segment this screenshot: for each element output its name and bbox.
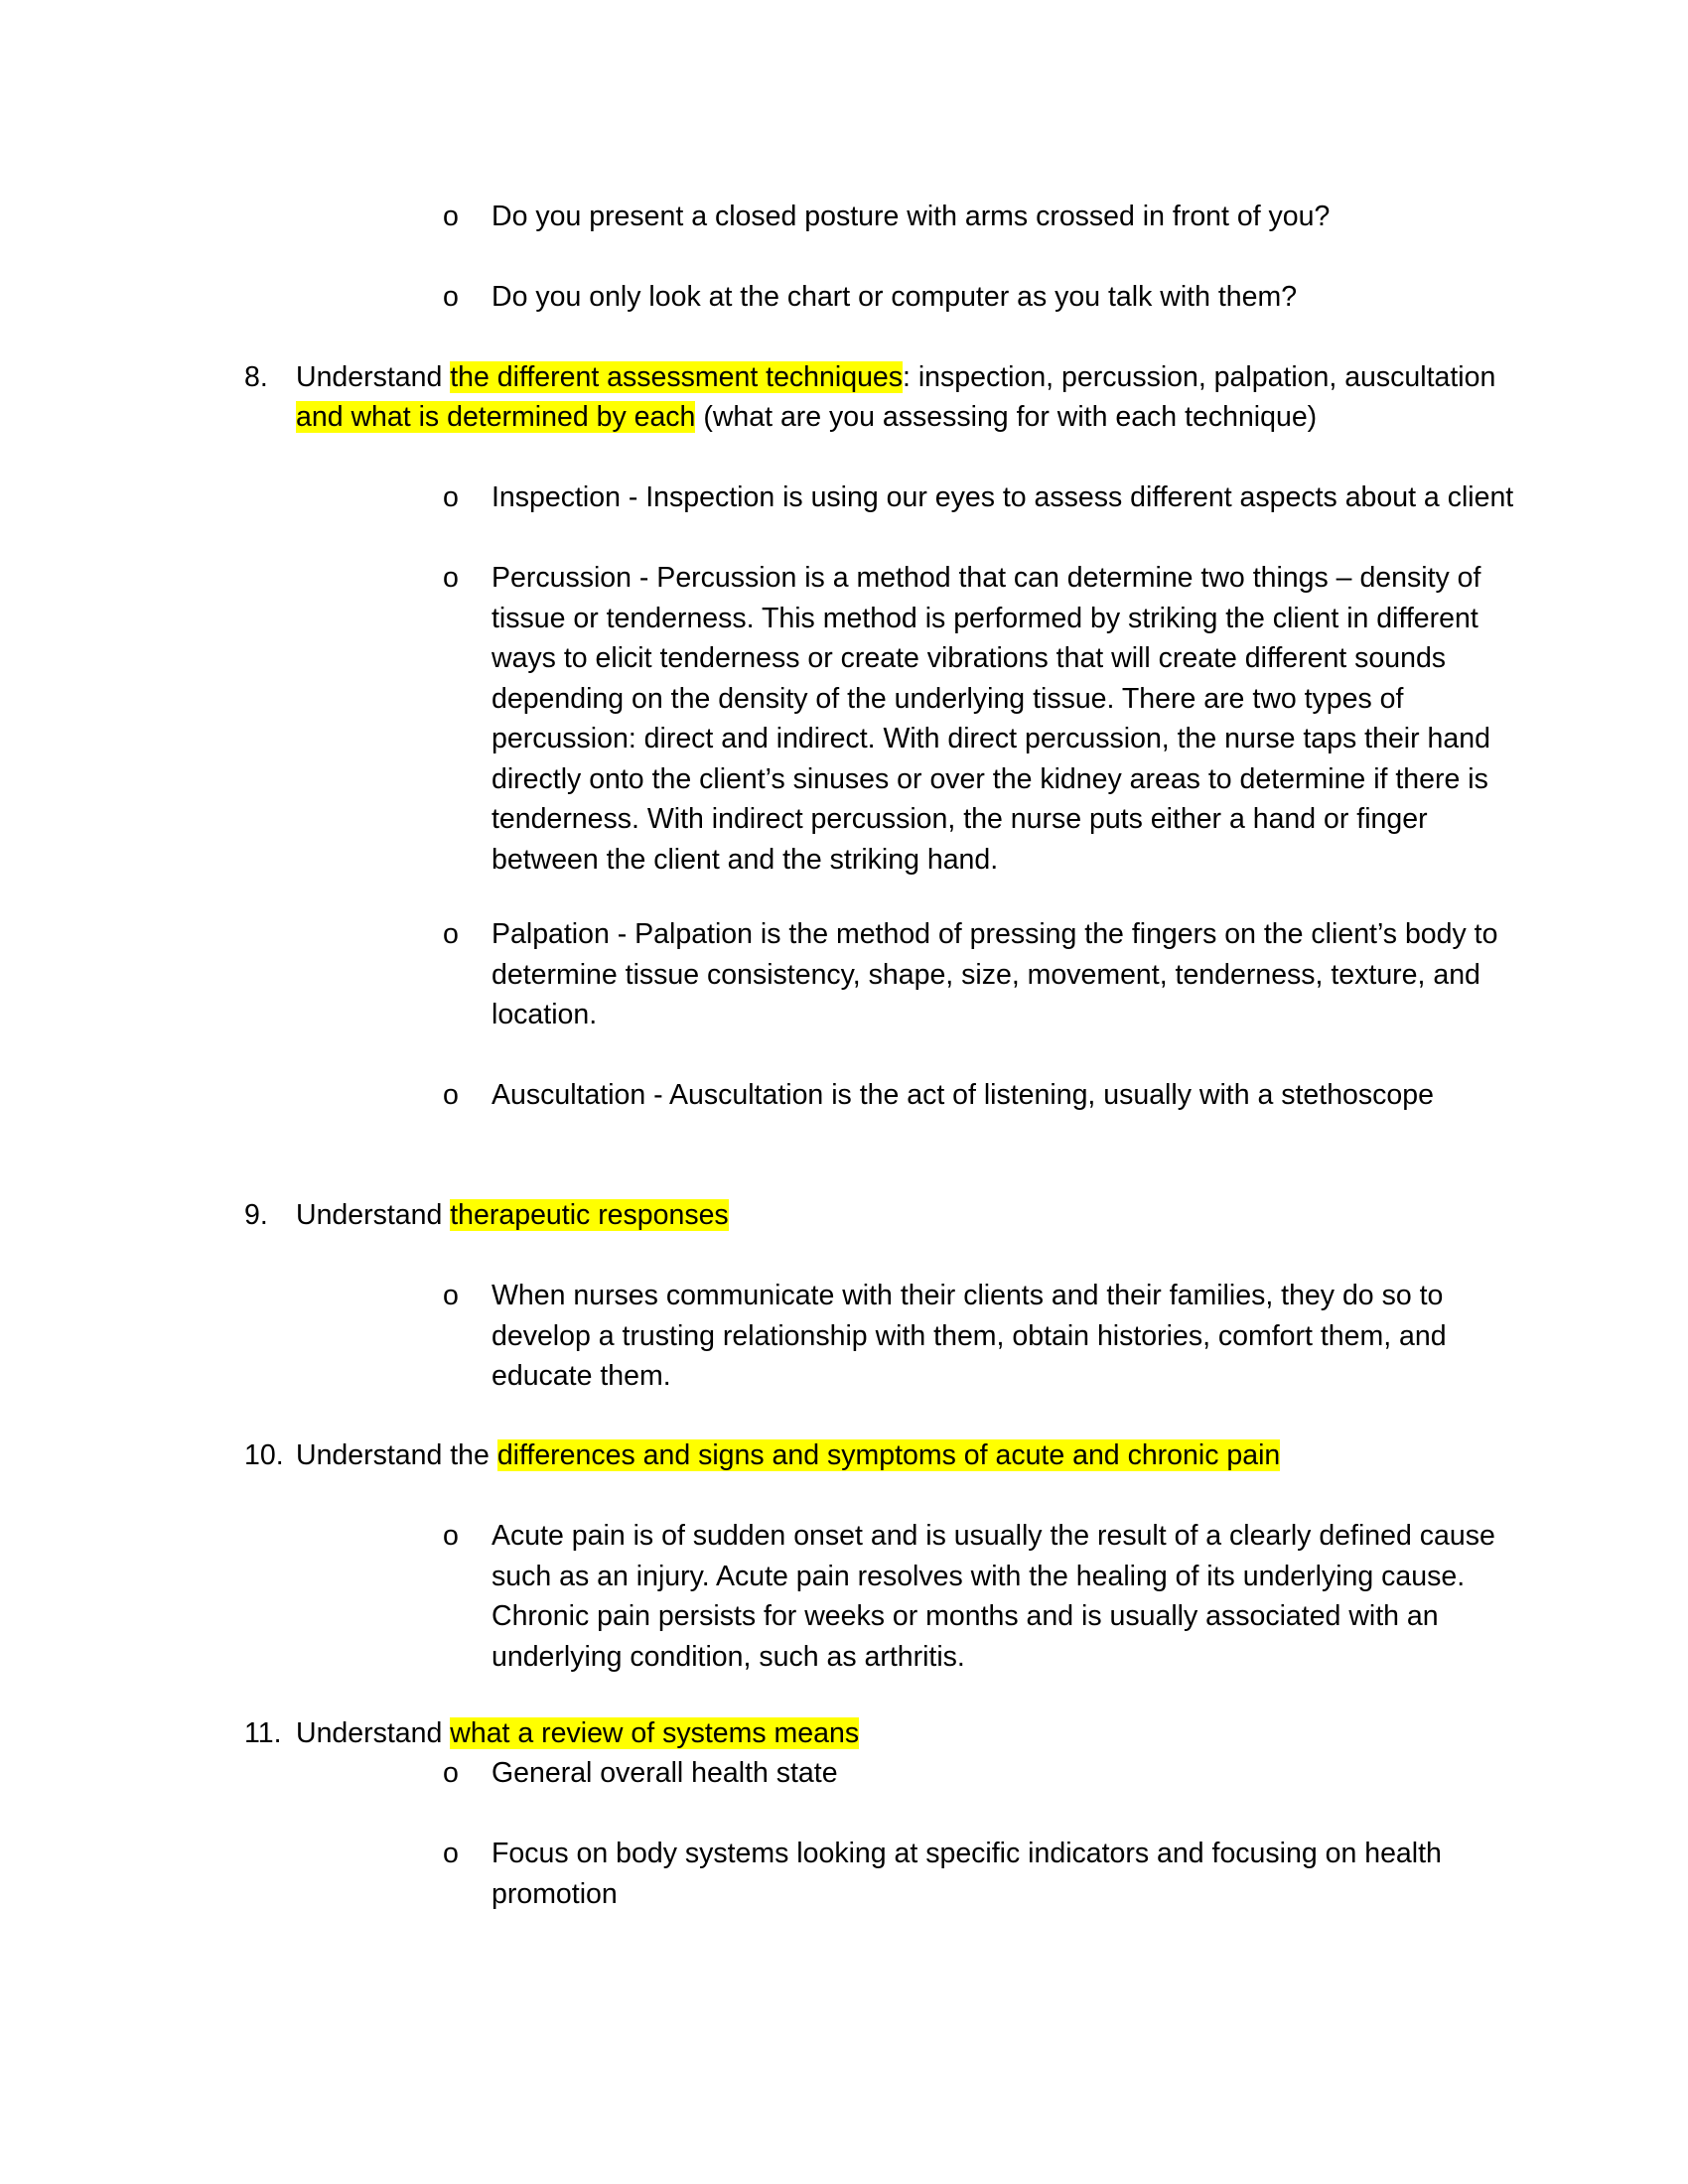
bullet-marker: o [443,1838,459,1869]
bullet-text [492,558,1490,880]
text-line: Acute pain is of sudden onset and is usually the result of a clearly defined cause [492,1520,1495,1552]
item-heading-line-2 [296,397,1317,438]
item-heading [296,1435,1280,1476]
text-line: educate them. [492,1360,671,1392]
text-line: Focus on body systems looking at specific indicators and focusing on health [492,1838,1442,1869]
heading-text: (what are you assessing for with each technique) [695,401,1318,433]
heading-text: Understand [296,1717,451,1749]
bullet-marker: o [443,481,459,513]
bullet-marker: o [443,918,459,950]
bullet-marker: o [443,562,459,594]
highlighted-text: the different assessment techniques [450,361,904,393]
text-line: tenderness. With indirect percussion, the nurse puts either a hand or finger [492,803,1428,835]
bullet-marker: o [443,1757,459,1789]
bullet-text: Auscultation - Auscultation is the act of listening, usually with a stethoscope [492,1079,1434,1111]
text-line: Palpation - Palpation is the method of pressing the fingers on the client’s body to [492,918,1498,950]
item-number: 10. [244,1439,284,1471]
item-heading [296,1713,859,1754]
text-line: depending on the density of the underlying tissue. There are two types of [492,682,1404,715]
highlighted-text: and what is determined by each [296,401,696,433]
text-line: Chronic pain persists for weeks or months and is usually associated with an [492,1600,1439,1632]
bullet-text: Do you present a closed posture with arms crossed in front of you? [492,201,1331,232]
heading-text: Understand [296,1199,451,1231]
heading-text: Understand the [296,1439,497,1471]
text-line: tissue or tenderness. This method is performed by striking the client in different [492,602,1478,634]
highlighted-text: what a review of systems means [450,1717,860,1749]
item-number: 8. [244,361,268,393]
bullet-marker: o [443,281,459,313]
item-number: 9. [244,1199,268,1231]
item-heading [296,1195,729,1236]
bullet-marker: o [443,1520,459,1552]
text-line: directly onto the client’s sinuses or over the kidney areas to determine if there is [492,762,1488,795]
item-heading-line-1 [296,357,1495,398]
bullet-text [492,1276,1447,1397]
text-line: Percussion - Percussion is a method that can determine two things – density of [492,562,1481,594]
highlighted-text: differences and signs and symptoms of acute and chronic pain [496,1439,1281,1471]
item-number: 11. [244,1717,282,1749]
bullet-text: Do you only look at the chart or computer as you talk with them? [492,281,1298,313]
heading-text: : inspection, percussion, palpation, auscultation [903,361,1496,393]
text-line: determine tissue consistency, shape, size, movement, tenderness, texture, and [492,958,1480,991]
text-line: such as an injury. Acute pain resolves with the healing of its underlying cause. [492,1560,1466,1592]
text-line: between the client and the striking hand. [492,843,999,876]
heading-text: Understand [296,361,451,393]
bullet-text [492,914,1497,1035]
text-line: develop a trusting relationship with them, obtain histories, comfort them, and [492,1319,1447,1352]
bullet-text [492,1834,1442,1914]
bullet-text: Inspection - Inspection is using our eyes to assess different aspects about a client [492,481,1514,513]
bullet-marker: o [443,1280,459,1311]
text-line: location. [492,999,598,1030]
bullet-text: General overall health state [492,1757,838,1789]
bullet-text [492,1516,1495,1677]
bullet-marker: o [443,201,459,232]
text-line: ways to elicit tenderness or create vibrations that will create different sounds [492,642,1447,674]
text-line: When nurses communicate with their clients and their families, they do so to [492,1280,1444,1311]
text-line: promotion [492,1877,618,1910]
text-line: underlying condition, such as arthritis. [492,1640,965,1673]
bullet-marker: o [443,1079,459,1111]
text-line: percussion: direct and indirect. With direct percussion, the nurse taps their hand [492,723,1490,754]
highlighted-text: therapeutic responses [450,1199,729,1231]
